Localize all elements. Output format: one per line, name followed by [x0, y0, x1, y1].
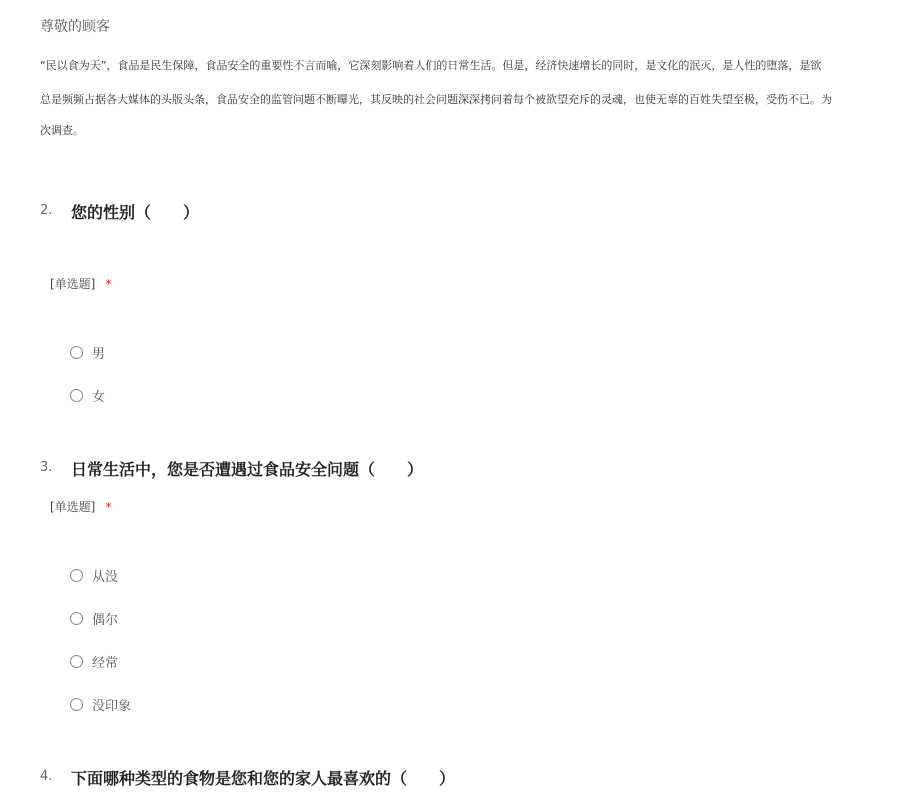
option-label: 偶尔	[92, 612, 119, 628]
option-label: 没印象	[92, 698, 132, 714]
radio-circle-icon[interactable]	[70, 346, 83, 359]
radio-circle-icon[interactable]	[70, 569, 83, 582]
radio-circle-icon[interactable]	[70, 612, 83, 625]
option-label: 经常	[92, 655, 119, 671]
option-label: 男	[92, 346, 106, 362]
question-number: 3.	[40, 460, 53, 475]
radio-circle-icon[interactable]	[70, 389, 83, 402]
greeting: 尊敬的顾客	[40, 19, 110, 35]
question-title-food-safety: 日常生活中，您是否遭遇过食品安全问题（ ）	[71, 460, 424, 479]
question-number: 4.	[40, 769, 53, 784]
option-often[interactable]	[70, 652, 118, 670]
option-male[interactable]	[70, 343, 105, 361]
question-title-gender: 您的性别（ ）	[71, 203, 200, 222]
question-number: 2.	[40, 203, 53, 218]
question-type-text: [单选题]	[50, 500, 96, 514]
option-no-impression[interactable]	[70, 695, 131, 713]
radio-circle-icon[interactable]	[70, 655, 83, 668]
question-type-label	[50, 275, 111, 292]
option-label: 从没	[92, 569, 119, 585]
option-female[interactable]	[70, 386, 105, 404]
option-never[interactable]	[70, 566, 118, 584]
intro-text-line-3: 次调查。	[40, 124, 84, 137]
question-type-text: [单选题]	[50, 277, 96, 291]
question-type-label	[50, 498, 111, 515]
radio-circle-icon[interactable]	[70, 698, 83, 711]
intro-text-line-1: “民以食为天”，食品是民生保障，食品安全的重要性不言而喻，它深刻影响着人们的日常生活。但是，经济快速增长的同时，是文化的泯灭，是人性的堕落，是欲	[40, 59, 822, 72]
option-label: 女	[92, 389, 106, 405]
option-occasionally[interactable]	[70, 609, 118, 627]
required-asterisk: *	[105, 500, 112, 514]
question-title-favorite-food: 下面哪种类型的食物是您和您的家人最喜欢的（ ）	[71, 769, 456, 788]
intro-text-line-2: 总是频频占据各大媒体的头版头条，食品安全的监管问题不断曝光，其反映的社会问题深深拷问着每个被欲望充斥的灵魂，也使无辜的百姓失望至极，受伤不已。为	[40, 93, 832, 106]
required-asterisk: *	[105, 277, 112, 291]
